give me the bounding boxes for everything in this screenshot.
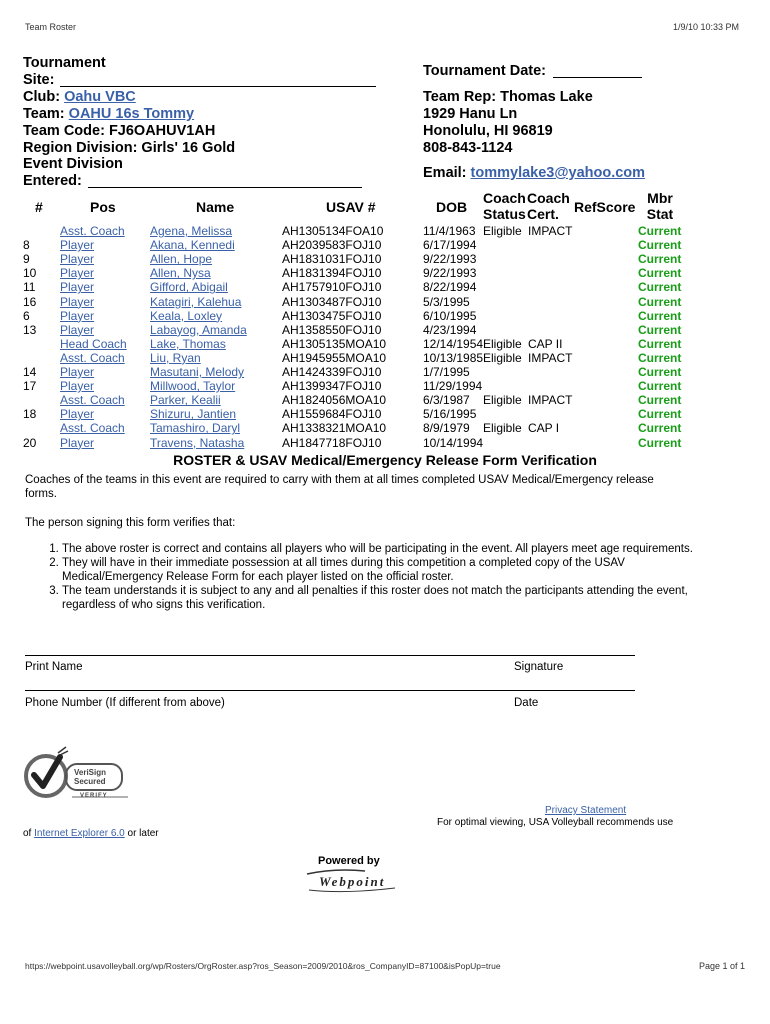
table-row [0,337,770,351]
email-line [423,165,645,182]
col-header-ref-score: RefScore [574,199,636,215]
name-link[interactable]: Liu, Ryan [150,350,201,365]
coach-status: Eligible [483,224,522,238]
position-link[interactable]: Player [60,322,95,337]
position-link[interactable]: Player [60,407,95,422]
position-link[interactable]: Player [60,379,95,394]
dob: 12/14/1954 [423,336,484,351]
verification-item: 1. The above roster is correct and contains all players who will be participating in the event. All players meet age requirements. [62,542,722,556]
dob: 10/14/1994 [423,435,484,450]
coach-cert: IMPACT [528,224,573,238]
position-link[interactable]: Player [60,308,95,323]
region-division: Region Division: Girls' 16 Gold [23,140,236,156]
mbr-stat: Current [638,336,682,351]
position-link[interactable]: Player [60,280,95,295]
position-link[interactable]: Player [60,238,95,253]
position-link[interactable]: Player [60,294,95,309]
usav-number: AH1424339FOJ10 [282,365,382,379]
webpoint-text: Webpoint [319,874,386,889]
email-label: Email: [423,165,467,181]
tournament-site-line [60,86,376,87]
roster-table-body [0,224,770,450]
club-label: Club: [23,89,61,105]
table-row [0,379,770,393]
mbr-stat: Current [638,421,682,436]
dob: 5/16/1995 [423,407,477,422]
name-link[interactable]: Parker, Kealii [150,393,221,408]
coach-status: Eligible [483,350,522,365]
player-number: 14 [23,365,37,379]
name-link[interactable]: Lake, Thomas [150,336,226,351]
coach-cert: CAP II [528,336,563,351]
coach-cert: CAP I [528,421,560,436]
table-row [0,309,770,323]
col-header-usav: USAV # [326,199,376,215]
table-row [0,436,770,450]
usav-number: AH1945955MOA10 [282,350,387,365]
usav-number: AH1305134FOA10 [282,224,384,238]
mbr-stat: Current [638,308,682,323]
col-header-dob: DOB [436,199,468,215]
date-label: Date [514,697,539,709]
mbr-stat: Current [638,252,682,267]
table-row [0,295,770,309]
col-header-pos: Pos [90,199,116,215]
player-number: 9 [23,252,30,267]
verisign-badge[interactable] [24,745,134,805]
club-link[interactable]: Oahu VBC [64,89,136,105]
mbr-stat: Current [638,280,682,295]
verification-intro: Coaches of the teams in this event are required to carry with them at all times completed USAV Medical/Emergency release forms. [25,474,654,500]
dob: 1/7/1995 [423,365,470,379]
mbr-stat: Current [638,393,682,408]
usav-number: AH1757910FOJ10 [282,280,382,295]
dob: 11/4/1963 [423,224,476,238]
team-link[interactable]: OAHU 16s Tommy [68,106,195,122]
verisign-secured-label: Secured [74,777,106,786]
mbr-stat: Current [638,350,682,365]
usav-number: AH1831394FOJ10 [282,266,382,281]
dob: 10/13/1985 [423,350,484,365]
col-header-coach-cert: Coach Cert. [527,190,570,222]
table-row [0,252,770,266]
coach-status: Eligible [483,393,522,408]
name-link[interactable]: Agena, Melissa [150,224,233,238]
usav-number: AH1303475FOJ10 [282,308,382,323]
name-link[interactable]: Tamashiro, Daryl [150,421,241,436]
table-row [0,323,770,337]
position-link[interactable]: Player [60,365,95,379]
dob: 6/17/1994 [423,238,477,253]
table-row [0,407,770,421]
name-link[interactable]: Gifford, Abigail [150,280,228,295]
player-number: 11 [23,280,36,295]
verification-title: ROSTER & USAV Medical/Emergency Release Form Verification [173,452,597,468]
player-number: 20 [23,435,37,450]
optimal-viewing-text: For optimal viewing, USA Volleyball recommends use [437,817,674,828]
player-number: 18 [23,407,37,422]
mbr-stat: Current [638,407,682,422]
usav-number: AH2039583FOJ10 [282,238,382,253]
mbr-stat: Current [638,365,682,379]
ie-line [23,828,159,839]
table-row [0,238,770,252]
dob: 8/22/1994 [423,280,477,295]
dob: 6/10/1995 [423,308,477,323]
table-row [0,421,770,435]
table-row [0,280,770,294]
mbr-stat: Current [638,322,682,337]
mbr-stat: Current [638,266,682,281]
tournament-site-label: Tournament Site: [23,55,106,88]
table-row [0,266,770,280]
name-link[interactable]: Akana, Kennedi [150,238,235,253]
print-footer-url: https://webpoint.usavolleyball.org/wp/Rosters/OrgRoster.asp?ros_Season=2009/2010&ros_CompanyID=87100&isPopUp=true [25,961,501,971]
event-division-line [88,187,362,188]
verisign-label: VeriSign [74,768,107,777]
dob: 8/9/1979 [423,421,470,436]
position-link[interactable]: Asst. Coach [60,421,125,436]
col-header-name: Name [196,199,235,215]
phone: 808-843-1124 [423,140,513,156]
of-text: of [23,828,32,839]
player-number: 8 [23,238,30,253]
dob: 9/22/1993 [423,252,477,267]
position-link[interactable]: Head Coach [60,336,127,351]
print-footer-page: Page 1 of 1 [699,961,746,971]
usav-number: AH1358550FOJ10 [282,322,382,337]
verisign-verify: VERIFY [80,793,108,799]
club-line [23,89,136,106]
phone-date-line [25,690,635,691]
mbr-stat: Current [638,435,682,450]
player-number: 13 [23,322,37,337]
col-header-coach-status: Coach Status [483,190,526,222]
coach-status: Eligible [483,421,522,436]
position-link[interactable]: Player [60,266,95,281]
name-link[interactable]: Millwood, Taylor [150,379,236,394]
team-code: Team Code: FJ6OAHUV1AH [23,123,216,139]
mbr-stat: Current [638,224,682,238]
verification-item: 2. They will have in their immediate possession at all times during this competition a completed copy of the USAV Medical/Emergency Release Form for each player listed on the official roster. [62,556,722,584]
col-header-mbr-stat: Mbr Stat [646,190,674,222]
tournament-date-label: Tournament Date: [423,63,546,79]
name-link[interactable]: Katagiri, Kalehua [150,294,242,309]
name-link[interactable]: Masutani, Melody [150,365,245,379]
usav-number: AH1559684FOJ10 [282,407,382,422]
table-row [0,224,770,238]
usav-number: AH1305135MOA10 [282,336,387,351]
mbr-stat: Current [638,238,682,253]
email-link[interactable]: tommylake3@yahoo.com [470,165,646,181]
team-rep: Team Rep: Thomas Lake [423,89,593,105]
coach-cert: IMPACT [528,350,573,365]
coach-cert: IMPACT [528,393,573,408]
position-link[interactable]: Asst. Coach [60,393,125,408]
mbr-stat: Current [638,379,682,394]
coach-status: Eligible [483,336,522,351]
name-link[interactable]: Allen, Hope [150,252,213,267]
webpoint-logo[interactable] [305,868,400,894]
dob: 11/29/1994 [423,379,483,394]
usav-number: AH1831031FOJ10 [282,252,382,267]
signature-label: Signature [514,661,564,673]
print-header-timestamp: 1/9/10 10:33 PM [673,22,740,32]
verification-signer: The person signing this form verifies that: [25,517,236,529]
address-line1: 1929 Hanu Ln [423,106,518,122]
table-row [0,351,770,365]
player-number: 6 [23,308,30,323]
usav-number: AH1399347FOJ10 [282,379,382,394]
name-link[interactable]: Shizuru, Jantien [150,407,237,422]
verisign-text [74,768,106,786]
player-number: 17 [23,379,37,394]
dob: 9/22/1993 [423,266,477,281]
name-link[interactable]: Travens, Natasha [150,435,245,450]
usav-number: AH1303487FOJ10 [282,294,382,309]
table-row [0,393,770,407]
dob: 5/3/1995 [423,294,470,309]
signature-line [25,655,635,656]
verification-item: 3. The team understands it is subject to any and all penalties if this roster does not match the participants attending the event, regardless of who signs this verification. [62,584,722,612]
position-link[interactable]: Asst. Coach [60,224,125,238]
position-link[interactable]: Player [60,252,95,267]
address-line2: Honolulu, HI 96819 [423,123,553,139]
privacy-statement-link[interactable]: Privacy Statement [545,805,627,816]
or-later-text: or later [127,828,159,839]
team-label: Team: [23,106,65,122]
player-number: 16 [23,294,37,309]
dob: 4/23/1994 [423,322,477,337]
position-link[interactable]: Player [60,435,95,450]
powered-by: Powered by [318,855,380,867]
event-division-entered: Event Division Entered: [23,156,123,189]
name-link[interactable]: Labayog, Amanda [150,322,247,337]
phone-number-label: Phone Number (If different from above) [25,697,225,709]
team-line [23,106,194,123]
print-name-label: Print Name [25,661,83,673]
dob: 6/3/1987 [423,393,470,408]
name-link[interactable]: Allen, Nysa [150,266,211,281]
player-number: 10 [23,266,37,281]
usav-number: AH1824056MOA10 [282,393,387,408]
print-header-title: Team Roster [25,22,77,32]
col-header-num: # [35,199,43,215]
tournament-site [23,55,383,89]
ie-link[interactable]: Internet Explorer 6.0 [34,828,125,839]
verification-list [25,542,722,612]
position-link[interactable]: Asst. Coach [60,350,125,365]
mbr-stat: Current [638,294,682,309]
table-row [0,365,770,379]
usav-number: AH1847718FOJ10 [282,435,382,450]
name-link[interactable]: Keala, Loxley [150,308,223,323]
tournament-date-line [553,77,642,78]
usav-number: AH1338321MOA10 [282,421,387,436]
